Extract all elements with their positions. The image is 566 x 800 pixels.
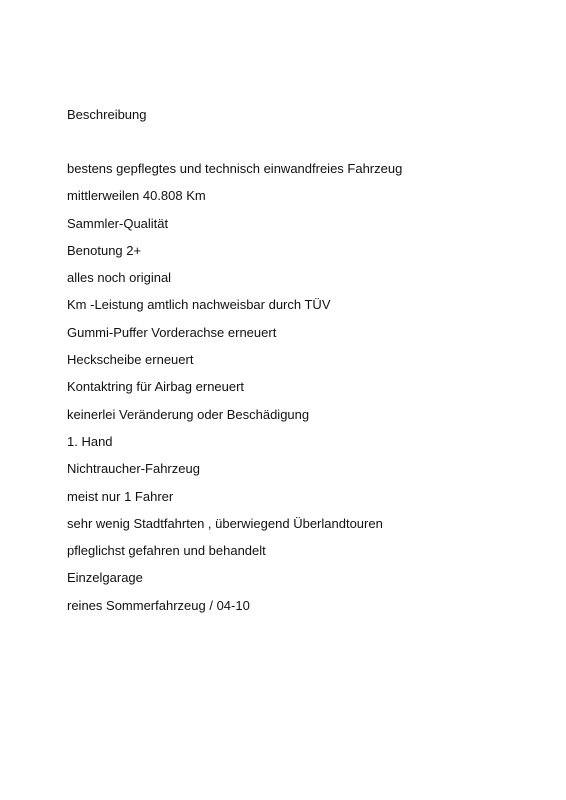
description-line: Nichtraucher-Fahrzeug <box>67 461 200 477</box>
description-line: keinerlei Veränderung oder Beschädigung <box>67 406 310 422</box>
description-line: sehr wenig Stadtfahrten , überwiegend Überlandtouren <box>67 515 383 531</box>
description-line: Gummi-Puffer Vorderachse erneuert <box>67 324 277 340</box>
description-line: Kontaktring für Airbag erneuert <box>67 379 245 395</box>
description-list <box>67 160 402 624</box>
description-line: Einzelgarage <box>67 570 143 586</box>
description-line: Km -Leistung amtlich nachweisbar durch TÜV <box>67 297 331 313</box>
description-line: meist nur 1 Fahrer <box>67 488 174 504</box>
description-line: mittlerweilen 40.808 Km <box>67 188 206 204</box>
description-line: Sammler-Qualität <box>67 215 169 231</box>
description-line: 1. Hand <box>67 433 113 449</box>
description-line: Benotung 2+ <box>67 242 142 258</box>
description-line: reines Sommerfahrzeug / 04-10 <box>67 597 250 613</box>
description-line: bestens gepflegtes und technisch einwandfreies Fahrzeug <box>67 161 403 176</box>
section-heading: Beschreibung <box>67 107 147 122</box>
description-line: pfleglichst gefahren und behandelt <box>67 543 266 559</box>
description-line: Heckscheibe erneuert <box>67 352 194 368</box>
description-line: alles noch original <box>67 270 172 286</box>
